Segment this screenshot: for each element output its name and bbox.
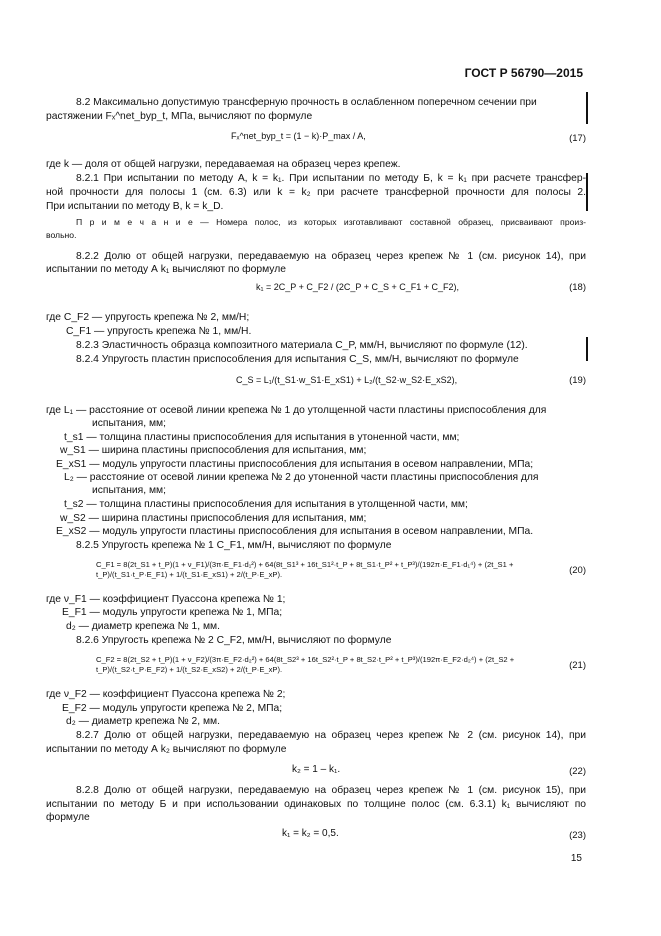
paragraph-8-2-5: 8.2.5 Упругость крепежа № 1 C_F1, мм/Н, вычисляют по формуле	[76, 540, 392, 551]
paragraph-8-2-line2: растяжении Fₓ^net_byp_t, МПа, вычисляют по формуле	[46, 111, 313, 122]
note-line1: П р и м е ч а н и е — Номера полос, из которых изготавливают составной образец, присваивают произ-	[76, 217, 586, 227]
ws2-definition: w_S2 — ширина пластины приспособления для испытания, мм;	[60, 513, 367, 524]
paragraph-8-2-1-line1: 8.2.1 При испытании по методу А, k = k₁. При испытании по методу Б, k = k₁ при расчете трансфер-	[76, 173, 586, 184]
paragraph-8-2-8-line3: формуле	[46, 812, 90, 823]
paragraph-8-2-4: 8.2.4 Упругость пластин приспособления для испытания C_S, мм/Н, вычисляют по формуле	[76, 354, 519, 365]
paragraph-8-2-2-line2: испытании по методу А k₁ вычисляют по формуле	[46, 264, 286, 275]
formula-17-text: Fₓ^net_byp_t = (1 − k)·P_max / A,	[231, 131, 366, 141]
paragraph-8-2-8-line2: испытании по методу Б и при использовании одинаковых по толщине полос (см. 6.3.1) k₁ вычисляют по	[46, 799, 586, 810]
nuf1-definition: где ν_F1 — коэффициент Пуассона крепежа № 1;	[46, 594, 286, 605]
L2-definition-line2: испытания, мм;	[92, 485, 166, 496]
cf1-definition: C_F1 — упругость крепежа № 1, мм/Н.	[66, 326, 252, 337]
ws1-definition: w_S1 — ширина пластины приспособления для испытания, мм;	[60, 445, 367, 456]
paragraph-8-2-3: 8.2.3 Эластичность образца композитного материала C_P, мм/Н, вычисляют по формуле (12).	[76, 340, 528, 351]
paragraph-8-2-1-line2: ной прочности для полосы 1 (см. 6.3) или k = k₂ при расчете трансферной прочности для полосы 2.	[46, 187, 586, 198]
formula-17-number: (17)	[569, 133, 586, 144]
page-number: 15	[570, 853, 582, 864]
L1-definition-line1: где L₁ — расстояние от осевой линии крепежа № 1 до утолщенной части пластины приспособления для	[46, 405, 547, 416]
formula-18-text: k₁ = 2C_P + C_F2 / (2C_P + C_S + C_F1 + C_F2),	[256, 282, 460, 292]
cf2-definition: где C_F2 — упругость крепежа № 2, мм/Н;	[46, 312, 250, 323]
L1-definition-line2: испытания, мм;	[92, 418, 166, 429]
formula-21-number: (21)	[569, 660, 586, 671]
paragraph-8-2-7-line1: 8.2.7 Долю от общей нагрузки, передаваемую на образец через крепеж № 2 (см. рисунок 14), при	[76, 730, 586, 741]
ts2-definition: t_s2 — толщина пластины приспособления для испытания в утолщенной части, мм;	[64, 499, 468, 510]
formula-20-number: (20)	[569, 565, 586, 576]
formula-21-text: C_F2 = 8(2t_S2 + t_P)(1 + ν_F2)/(3π·E_F2·d₂²) + 64(8t_S2³ + 16t_S2²·t_P + 8t_S2·t_P² + t_P³)/(192π·E_F2·d₂⁴) + (2t_S2 + t_P)/(t_S2·t_P·E_F2) + 1/(t_S2·E_xS2) + 2/(t_P·E_xP).	[96, 655, 515, 674]
formula-23-number: (23)	[569, 830, 586, 841]
d2a-definition: d₂ — диаметр крепежа № 1, мм.	[66, 621, 220, 632]
paragraph-8-2-8-line1: 8.2.8 Долю от общей нагрузки, передаваемую на образец через крепеж № 1 (см. рисунок 15), при	[76, 785, 586, 796]
paragraph-8-2-line1: 8.2 Максимально допустимую трансферную прочность в ослабленном поперечном сечении при	[76, 97, 537, 108]
paragraph-8-2-6: 8.2.6 Упругость крепежа № 2 C_F2, мм/Н, вычисляют по формуле	[76, 635, 392, 646]
formula-22-text: k₂ = 1 – k₁.	[292, 764, 341, 775]
formula-22-number: (22)	[569, 766, 586, 777]
paragraph-8-2-1-line3: При испытании по методу В, k = k_D.	[46, 201, 224, 212]
formula-19-text: C_S = L₁/(t_S1·w_S1·E_xS1) + L₂/(t_S2·w_S2·E_xS2),	[236, 375, 458, 385]
L2-definition-line1: L₂ — расстояние от осевой линии крепежа № 2 до утоненной части пластины приспособления для	[64, 472, 539, 483]
exs1-definition: E_xS1 — модуль упругости пластины приспособления для испытания в осевом направлении, МПа;	[56, 459, 534, 470]
paragraph-8-2-2-line1: 8.2.2 Долю от общей нагрузки, передаваемую на образец через крепеж № 1 (см. рисунок 14), при	[76, 251, 586, 262]
paragraph-8-2-7-line2: испытании по методу А k₂ вычисляют по формуле	[46, 744, 287, 755]
formula-20-text: C_F1 = 8(2t_S1 + t_P)(1 + ν_F1)/(3π·E_F1·d₁²) + 64(8t_S1³ + 16t_S1²·t_P + 8t_S1·t_P² + t_P³)/(192π·E_F1·d₁⁴) + (2t_S1 + t_P)/(t_S1·t_P·E_F1) + 1/(t_S1·E_xS1) + 2/(t_P·E_xP).	[96, 560, 514, 579]
note-line2: вольно.	[46, 230, 77, 240]
formula-23-text: k₁ = k₂ = 0,5.	[282, 828, 339, 839]
k-definition: где k — доля от общей нагрузки, передаваемая на образец через крепеж.	[46, 159, 401, 170]
revision-bar	[586, 173, 588, 211]
revision-bar	[586, 92, 588, 124]
formula-18-number: (18)	[569, 282, 586, 293]
nuf2-definition: где ν_F2 — коэффициент Пуассона крепежа № 2;	[46, 689, 286, 700]
formula-19-number: (19)	[569, 375, 586, 386]
standard-header: ГОСТ Р 56790—2015	[464, 66, 583, 80]
exs2-definition: E_xS2 — модуль упругости пластины приспособления для испытания в осевом направлении, МПа.	[56, 526, 534, 537]
d2b-definition: d₂ — диаметр крепежа № 2, мм.	[66, 716, 220, 727]
ts1-definition: t_s1 — толщина пластины приспособления для испытания в утоненной части, мм;	[64, 432, 460, 443]
ef2-definition: E_F2 — модуль упругости крепежа № 2, МПа;	[62, 703, 283, 714]
ef1-definition: E_F1 — модуль упругости крепежа № 1, МПа;	[62, 607, 283, 618]
